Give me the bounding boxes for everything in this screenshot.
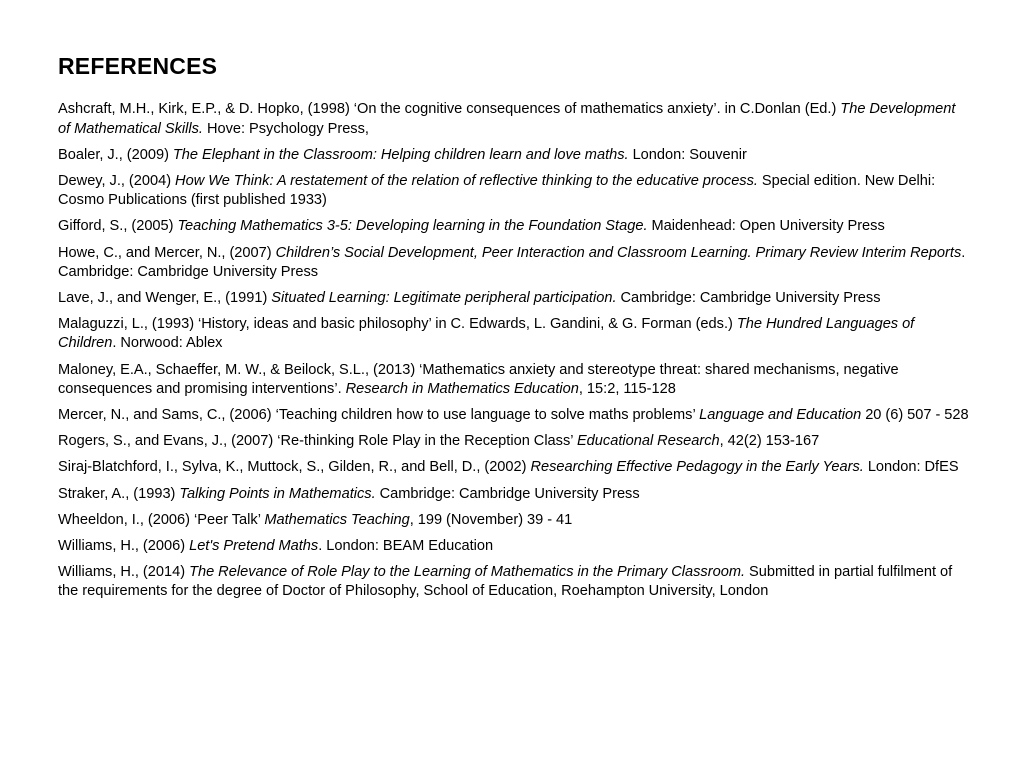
reference-entry bbox=[58, 432, 970, 451]
reference-entry bbox=[58, 244, 970, 282]
reference-text: London: DfES bbox=[863, 459, 959, 476]
reference-text: Rogers, S., and Evans, J., (2007) ‘Re-thinking Role Play in the Reception Class’ bbox=[58, 433, 577, 450]
reference-entry bbox=[58, 511, 970, 530]
reference-text: Cambridge: Cambridge University Press bbox=[375, 485, 640, 502]
slide-content bbox=[58, 54, 970, 602]
reference-title-italic: The Elephant in the Classroom: Helping children learn and love maths. bbox=[172, 146, 629, 163]
reference-text: Boaler, J., (2009) bbox=[58, 146, 173, 163]
reference-title-italic: Educational Research bbox=[576, 433, 720, 450]
reference-title-italic: Research in Mathematics Education bbox=[345, 380, 579, 397]
reference-title-italic: The Development of Mathematical Skills. bbox=[58, 101, 956, 137]
reference-entry bbox=[58, 563, 970, 601]
reference-text: Maloney, E.A., Schaeffer, M. W., & Beilock, S.L., (2013) ‘Mathematics anxiety and stereotype threat: shared mechanisms, negative consequences and promising interventions’. bbox=[58, 361, 899, 397]
references-list bbox=[58, 100, 970, 601]
reference-entry bbox=[58, 217, 970, 236]
reference-title-italic: Situated Learning: Legitimate peripheral participation. bbox=[271, 289, 617, 306]
reference-entry bbox=[58, 361, 970, 399]
reference-entry bbox=[58, 485, 970, 504]
reference-text: London: Souvenir bbox=[628, 146, 747, 163]
reference-title-italic: Teaching Mathematics 3-5: Developing learning in the Foundation Stage. bbox=[177, 218, 648, 235]
reference-entry bbox=[58, 458, 970, 477]
reference-text: . Cambridge: Cambridge University Press bbox=[58, 244, 966, 280]
reference-text: , 199 (November) 39 - 41 bbox=[409, 511, 573, 528]
reference-text: 20 (6) 507 - 528 bbox=[861, 406, 969, 423]
reference-text: Gifford, S., (2005) bbox=[58, 218, 178, 235]
reference-text: Dewey, J., (2004) bbox=[58, 172, 176, 189]
reference-entry bbox=[58, 315, 970, 353]
reference-title-italic: How We Think: A restatement of the relation of reflective thinking to the educative process. bbox=[175, 172, 758, 189]
reference-title-italic: Language and Education bbox=[699, 406, 862, 423]
reference-text: Cambridge: Cambridge University Press bbox=[616, 289, 881, 306]
reference-title-italic: The Hundred Languages of Children bbox=[58, 316, 915, 352]
reference-title-italic: Let's Pretend Maths bbox=[189, 537, 319, 554]
reference-text: Williams, H., (2006) bbox=[58, 537, 190, 554]
reference-title-italic: Mathematics Teaching bbox=[264, 511, 410, 528]
reference-text: . Norwood: Ablex bbox=[112, 335, 223, 352]
reference-text: Maidenhead: Open University Press bbox=[647, 218, 885, 235]
reference-text: Ashcraft, M.H., Kirk, E.P., & D. Hopko, (1998) ‘On the cognitive consequences of mathematics anxiety’. in C.Donlan (Ed.) bbox=[58, 101, 841, 118]
reference-entry bbox=[58, 100, 970, 138]
reference-text: Siraj-Blatchford, I., Sylva, K., Muttock, S., Gilden, R., and Bell, D., (2002) bbox=[58, 459, 531, 476]
page-title: REFERENCES bbox=[58, 53, 218, 79]
reference-title-italic: Children’s Social Development, Peer Interaction and Classroom Learning. Primary Review Interim Reports bbox=[275, 244, 962, 261]
reference-text: Lave, J., and Wenger, E., (1991) bbox=[58, 289, 272, 306]
reference-entry bbox=[58, 289, 970, 308]
reference-text: Submitted in partial fulfilment of the requirements for the degree of Doctor of Philosophy, School of Education, Roehampton University, London bbox=[58, 564, 953, 600]
reference-title-italic: Talking Points in Mathematics. bbox=[179, 485, 376, 502]
reference-text: , 15:2, 115-128 bbox=[578, 380, 676, 397]
reference-text: Williams, H., (2014) bbox=[58, 564, 190, 581]
reference-text: Malaguzzi, L., (1993) ‘History, ideas and basic philosophy’ in C. Edwards, L. Gandini, & G. Forman (eds.) bbox=[58, 316, 737, 333]
reference-text: Straker, A., (1993) bbox=[58, 485, 180, 502]
reference-text: Hove: Psychology Press, bbox=[202, 120, 369, 137]
reference-text: Howe, C., and Mercer, N., (2007) bbox=[58, 244, 276, 261]
reference-title-italic: The Relevance of Role Play to the Learning of Mathematics in the Primary Classroom. bbox=[189, 564, 746, 581]
reference-text: Mercer, N., and Sams, C., (2006) ‘Teaching children how to use language to solve maths problems’ bbox=[58, 406, 700, 423]
reference-entry bbox=[58, 146, 970, 165]
reference-title-italic: Researching Effective Pedagogy in the Early Years. bbox=[530, 459, 864, 476]
reference-text: , 42(2) 153-167 bbox=[719, 433, 820, 450]
reference-entry bbox=[58, 537, 970, 556]
reference-text: Special edition. New Delhi: Cosmo Publications (first published 1933) bbox=[58, 172, 936, 209]
reference-text: . London: BEAM Education bbox=[318, 537, 494, 554]
reference-text: Wheeldon, I., (2006) ‘Peer Talk’ bbox=[58, 511, 265, 528]
reference-entry bbox=[58, 406, 970, 425]
reference-entry bbox=[58, 172, 970, 210]
